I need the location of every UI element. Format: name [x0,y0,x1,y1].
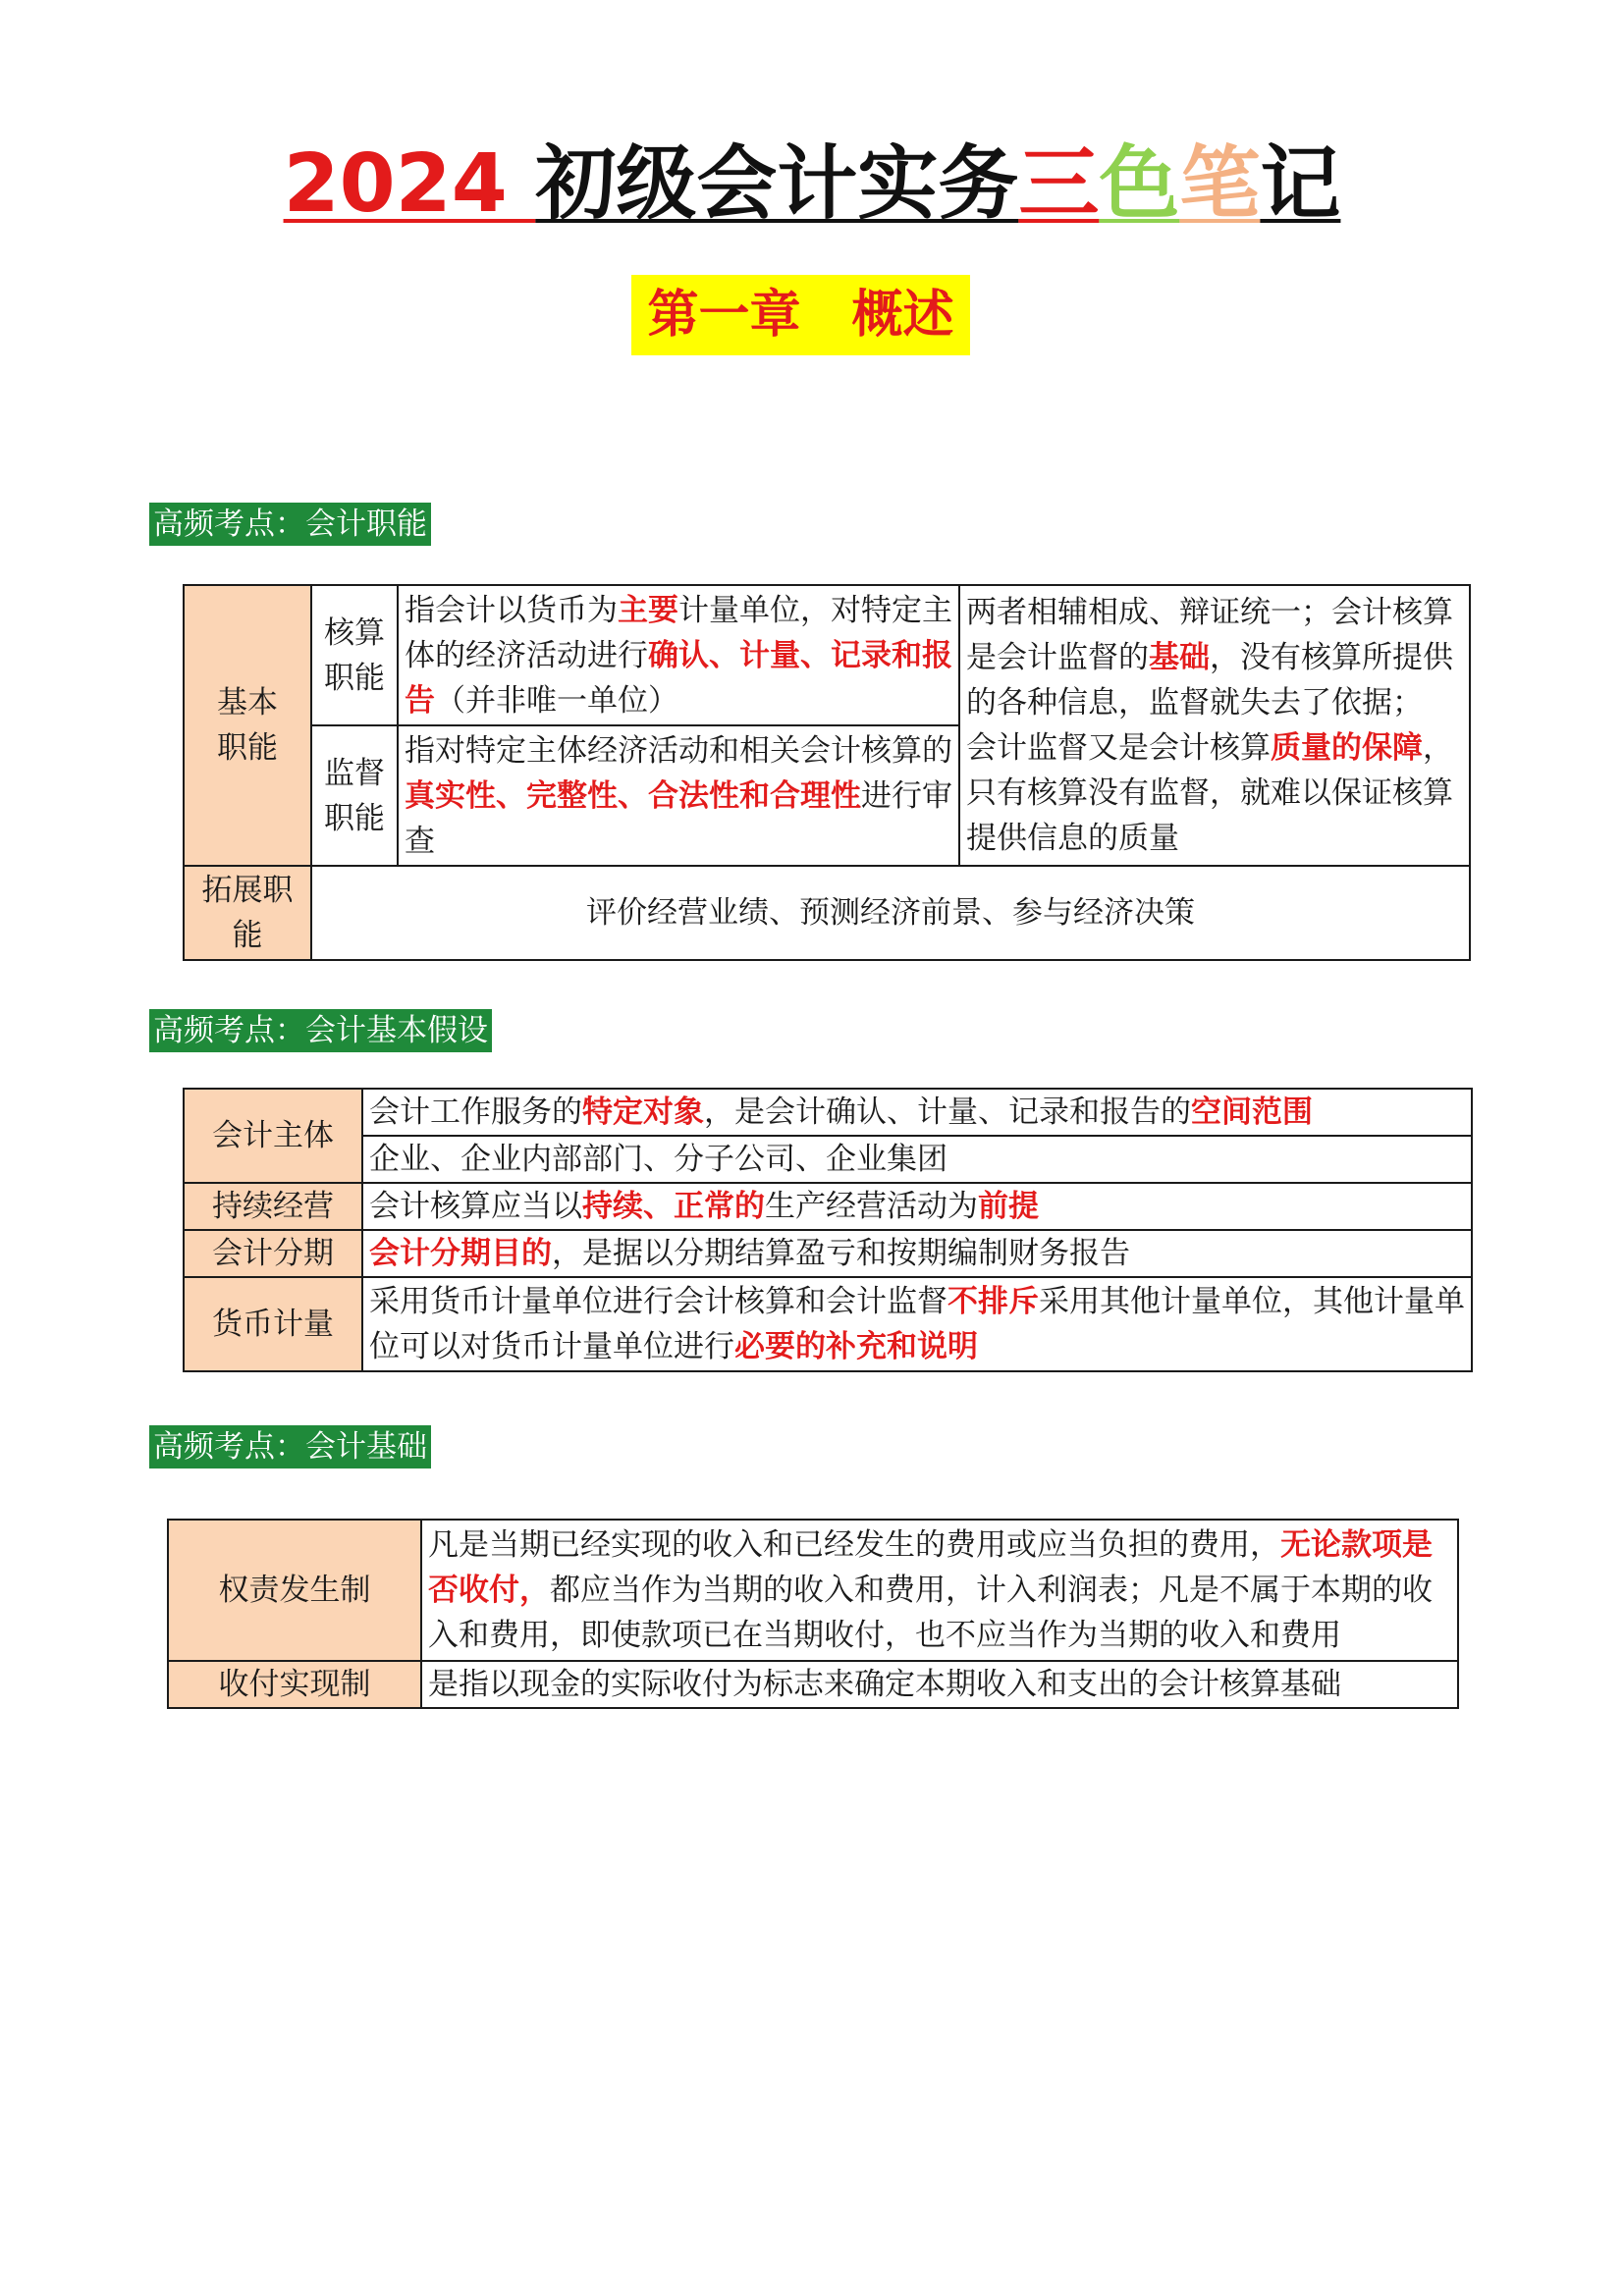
supervision-function-desc: 指对特定主体经济活动和相关会计核算的真实性、完整性、合法性和合理性进行审查 [398,725,959,866]
title-char-ji: 记 [1260,137,1341,231]
section-tag-functions: 高频考点：会计职能 [149,503,431,546]
basic-functions-label: 基本职能 [184,585,311,866]
title-char-se: 色 [1099,137,1180,231]
document-title [0,135,1624,234]
assumptions-table [183,1088,1473,1372]
period-desc: 会计分期目的，是据以分期结算盈亏和按期编制财务报告 [362,1230,1472,1277]
entity-label: 会计主体 [184,1089,362,1183]
accounting-function-label: 核算职能 [311,585,398,725]
functions-relation-desc: 两者相辅相成、辩证统一；会计核算是会计监督的基础，没有核算所提供的各种信息，监督就失去了依据； 会计监督又是会计核算质量的保障，只有核算没有监督，就难以保证核算提供信息的质量 [959,585,1470,866]
entity-desc-1: 会计工作服务的特定对象，是会计确认、计量、记录和报告的空间范围 [362,1089,1472,1136]
section-tag-assumptions: 高频考点：会计基本假设 [149,1009,492,1052]
cash-basis-desc: 是指以现金的实际收付为标志来确定本期收入和支出的会计核算基础 [421,1661,1458,1708]
chapter-heading: 第一章 概述 [631,275,970,355]
section-tag-basis: 高频考点：会计基础 [149,1425,431,1468]
title-char-san: 三 [1018,137,1100,231]
basis-table [167,1519,1459,1709]
table-row [184,1183,1472,1230]
table-row [184,1136,1472,1183]
table-row [184,585,1470,725]
accrual-basis-desc: 凡是当期已经实现的收入和已经发生的费用或应当负担的费用，无论款项是否收付，都应当作为当期的收入和费用，计入利润表；凡是不属于本期的收入和费用，即使款项已在当期收付，也不应当作为当期的收入和费用 [421,1520,1458,1661]
money-measurement-label: 货币计量 [184,1277,362,1371]
accrual-basis-label: 权责发生制 [168,1520,421,1661]
table-row [184,1277,1472,1371]
money-measurement-desc: 采用货币计量单位进行会计核算和会计监督不排斥采用其他计量单位，其他计量单位可以对货币计量单位进行必要的补充和说明 [362,1277,1472,1371]
title-char-bi: 笔 [1179,137,1261,231]
entity-desc-2: 企业、企业内部部门、分子公司、企业集团 [362,1136,1472,1183]
period-label: 会计分期 [184,1230,362,1277]
accounting-function-desc: 指会计以货币为主要计量单位，对特定主体的经济活动进行确认、计量、记录和报告（并非唯一单位） [398,585,959,725]
supervision-function-label: 监督职能 [311,725,398,866]
table-row [184,1230,1472,1277]
cash-basis-label: 收付实现制 [168,1661,421,1708]
table-row [168,1661,1458,1708]
going-concern-label: 持续经营 [184,1183,362,1230]
table-row [184,866,1470,960]
table-row [184,1089,1472,1136]
table-row [168,1520,1458,1661]
title-main: 初级会计实务 [535,137,1019,231]
functions-table [183,584,1471,961]
extended-functions-desc: 评价经营业绩、预测经济前景、参与经济决策 [311,866,1470,960]
going-concern-desc: 会计核算应当以持续、正常的生产经营活动为前提 [362,1183,1472,1230]
title-year: 2024 [283,137,536,231]
extended-functions-label: 拓展职能 [184,866,311,960]
